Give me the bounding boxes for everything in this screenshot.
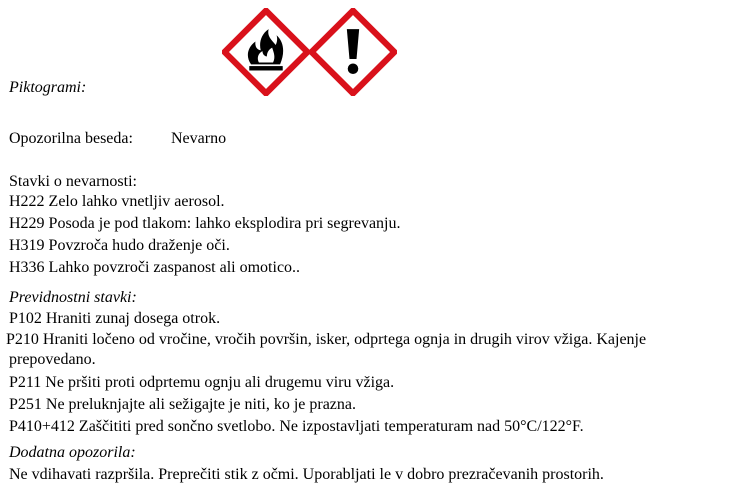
additional-warnings-label: Dodatna opozorila:	[9, 444, 136, 461]
hazard-statement: H319 Povzroča hudo draženje oči.	[9, 237, 230, 254]
exclamation-pictogram	[309, 8, 397, 96]
hazard-statement: H336 Lahko povzroči zaspanost ali omotico..	[9, 259, 301, 276]
signal-word-label: Opozorilna beseda:	[9, 130, 133, 147]
pictograms-label: Piktogrami:	[9, 79, 87, 96]
precautionary-statement: P210 Hraniti ločeno od vročine, vročih površin, isker, odprtega ognja in drugih virov vžiga. Kajenje	[6, 331, 647, 348]
signal-word-value: Nevarno	[171, 130, 227, 147]
hazard-statements-label: Stavki o nevarnosti:	[9, 173, 137, 190]
precautionary-statement: P102 Hraniti zunaj dosega otrok.	[9, 310, 221, 327]
precautionary-statements-label: Previdnostni stavki:	[9, 289, 137, 306]
precautionary-statement: P410+412 Zaščititi pred sončno svetlobo. Ne izpostavljati temperaturam nad 50°C/122°F.	[9, 418, 584, 435]
hazard-statement: H222 Zelo lahko vnetljiv aerosol.	[9, 193, 225, 210]
flammable-pictogram	[222, 8, 310, 96]
hazard-statement: H229 Posoda je pod tlakom: lahko eksplodira pri segrevanju.	[9, 215, 401, 232]
precautionary-statement: P251 Ne preluknjajte ali sežigajte je niti, ko je prazna.	[9, 396, 356, 413]
precautionary-statement-continued: prepovedano.	[9, 351, 96, 368]
additional-warnings-text: Ne vdihavati razpršila. Preprečiti stik z očmi. Uporabljati le v dobro prezračevanih prostorih.	[9, 466, 604, 483]
precautionary-statement: P211 Ne pršiti proti odprtemu ognju ali drugemu viru vžiga.	[9, 374, 395, 391]
